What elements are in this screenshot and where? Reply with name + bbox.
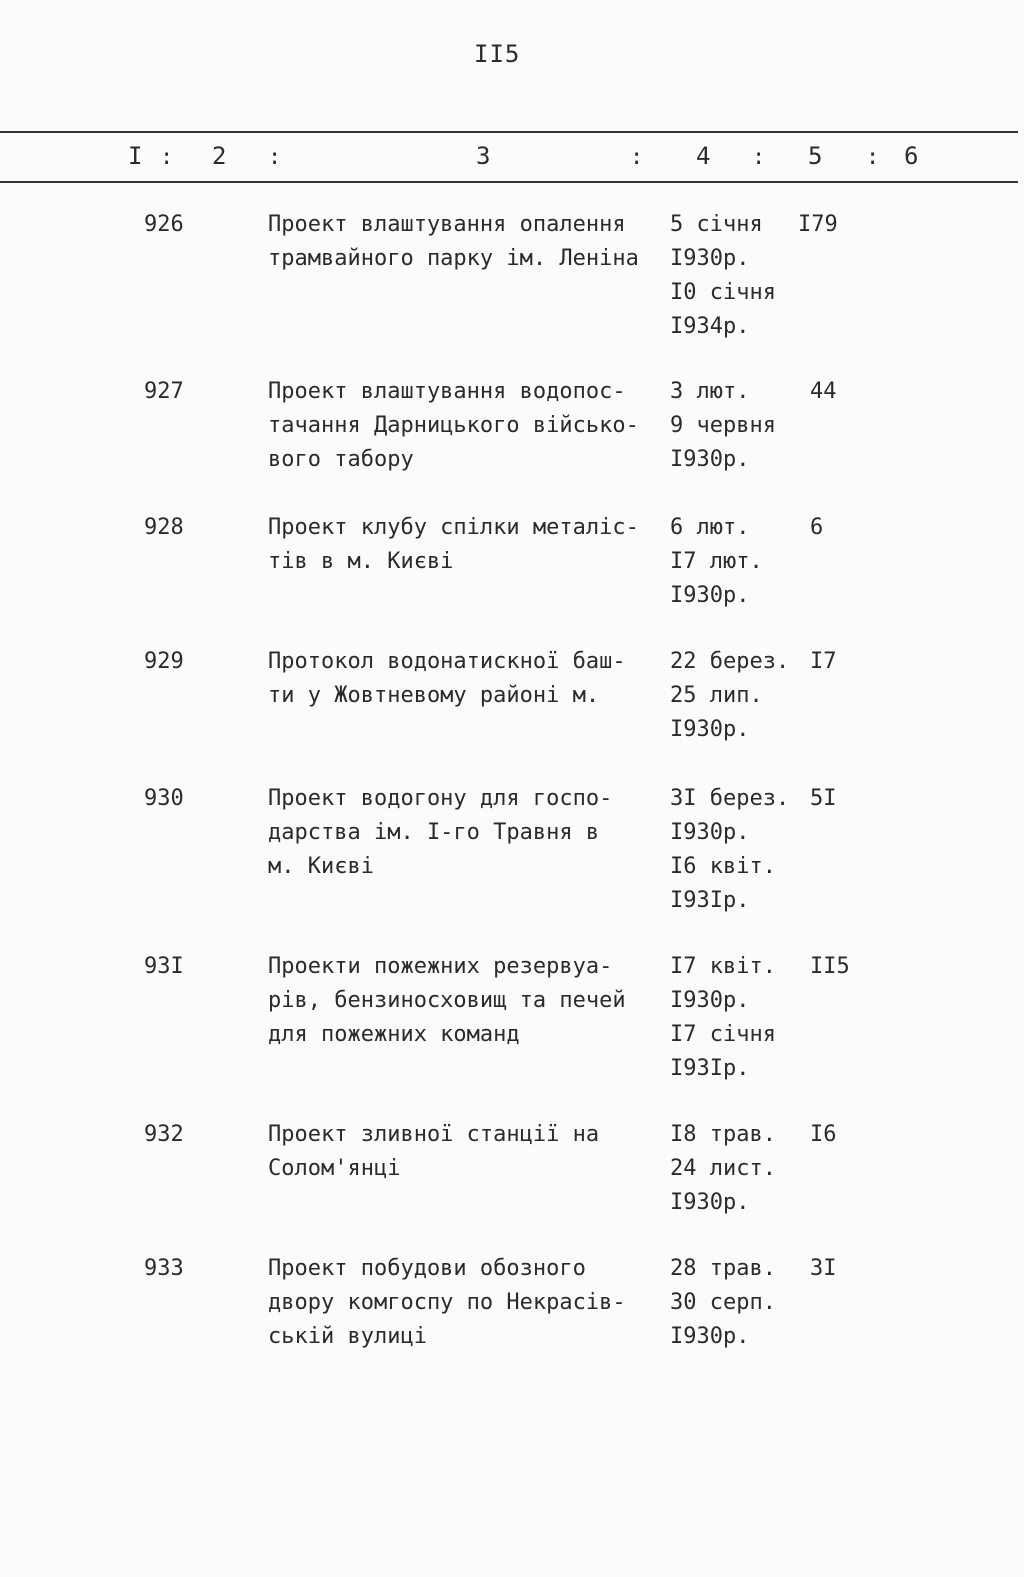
column-separator: : xyxy=(630,145,644,170)
record-dates: 28 трав. 30 серп. I930р. xyxy=(670,1256,776,1349)
header-rule-top xyxy=(0,131,1018,133)
record-dates: 5 січня I930р. I0 січня I934р. xyxy=(670,212,776,339)
record-dates: 3I берез. I930р. I6 квіт. I93Iр. xyxy=(670,786,790,913)
record-page-count: 3I xyxy=(810,1256,837,1281)
record-page-count: I7 xyxy=(810,649,837,674)
record-number: 927 xyxy=(144,379,184,404)
record-dates: 3 лют. 9 червня I930р. xyxy=(670,379,776,472)
record-number: 930 xyxy=(144,786,184,811)
record-number: 929 xyxy=(144,649,184,674)
record-title: Проект влаштування водопос- тачання Дарницького військо- вого табору xyxy=(268,379,639,472)
page-number: II5 xyxy=(474,40,521,68)
record-title: Проект клубу спілки металіс- тів в м. Києві xyxy=(268,515,639,574)
column-separator: : xyxy=(268,145,282,170)
record-number: 93I xyxy=(144,954,184,979)
header-rule-bottom xyxy=(0,181,1018,183)
record-page-count: I79 xyxy=(798,212,838,237)
record-dates: I7 квіт. I930р. I7 січня I93Iр. xyxy=(670,954,776,1081)
record-title: Проект зливної станції на Солом'янці xyxy=(268,1122,600,1181)
record-page-count: 44 xyxy=(810,379,837,404)
column-header-4: 4 xyxy=(696,142,711,170)
record-page-count: 6 xyxy=(810,515,824,540)
record-title: Протокол водонатискної баш- ти у Жовтневому районі м. xyxy=(268,649,626,708)
record-page-count: I6 xyxy=(810,1122,837,1147)
column-header-5: 5 xyxy=(808,142,823,170)
column-header-2: 2 xyxy=(212,142,227,170)
record-dates: 6 лют. I7 лют. I930р. xyxy=(670,515,763,608)
column-header-3: 3 xyxy=(476,142,491,170)
record-dates: 22 берез. 25 лип. I930р. xyxy=(670,649,790,742)
record-number: 933 xyxy=(144,1256,184,1281)
column-header-1: I xyxy=(128,142,143,170)
column-header-6: 6 xyxy=(904,142,919,170)
record-number: 926 xyxy=(144,212,184,237)
column-separator: : xyxy=(752,145,766,170)
column-separator: : xyxy=(866,145,880,170)
record-number: 928 xyxy=(144,515,184,540)
record-title: Проект водогону для госпо- дарства ім. I-го Травня в м. Києві xyxy=(268,786,613,879)
column-separator: : xyxy=(160,145,174,170)
record-title: Проект влаштування опалення трамвайного парку ім. Леніна xyxy=(268,212,639,271)
record-dates: I8 трав. 24 лист. I930р. xyxy=(670,1122,776,1215)
record-page-count: 5I xyxy=(810,786,837,811)
record-number: 932 xyxy=(144,1122,184,1147)
record-title: Проекти пожежних резервуа- рів, бензиносховищ та печей для пожежних команд xyxy=(268,954,626,1047)
record-page-count: II5 xyxy=(810,954,850,979)
record-title: Проект побудови обозного двору комгоспу по Некрасів- ській вулиці xyxy=(268,1256,626,1349)
